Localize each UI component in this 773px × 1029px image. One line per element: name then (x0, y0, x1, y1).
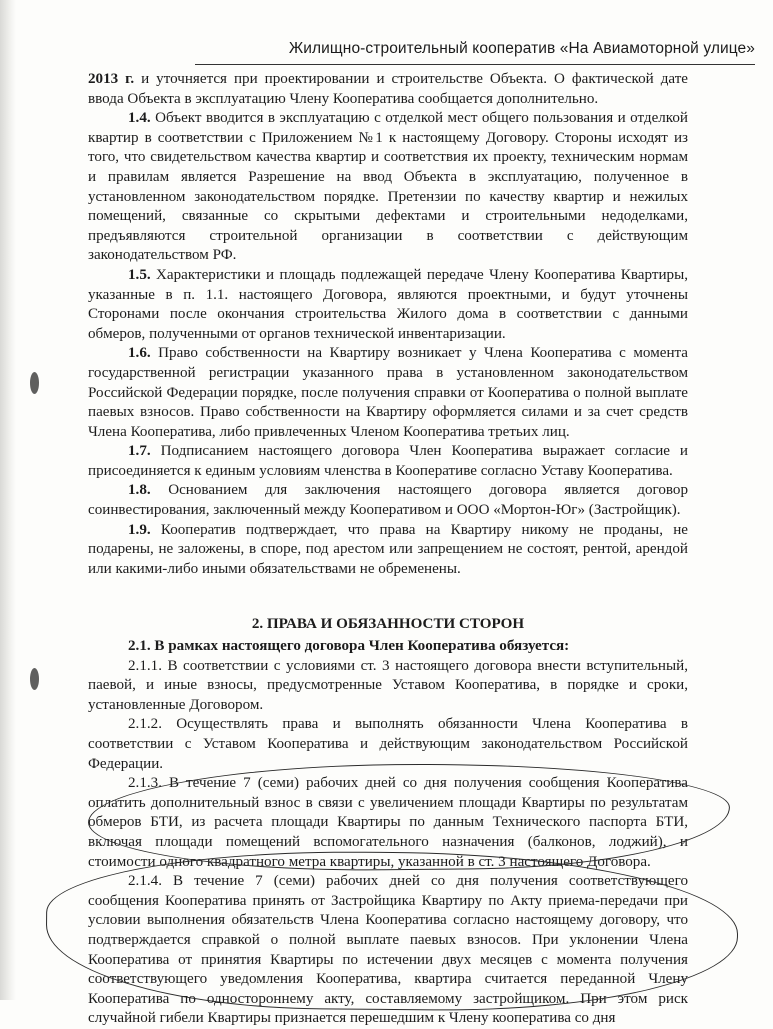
running-header: Жилищно-строительный кооператив «На Авиамоторной улице» (195, 40, 755, 65)
page-edge-shadow (0, 0, 16, 1000)
section-2-heading: 2. ПРАВА И ОБЯЗАННОСТИ СТОРОН (251, 616, 525, 633)
clause-2-1-1: 2.1.1. В соответствии с условиями ст. 3 настоящего договора внести вступительный, паевой, и иные взносы, предусмотренные Уставом Кооператива, в порядке и сроки, установленные Договором. (88, 657, 688, 713)
clause-number: 1.4. (128, 110, 151, 127)
clause-number: 1.7. (128, 443, 151, 460)
clause-1-7: 1.7. Подписанием настоящего договора Член Кооператива выражает согласие и присоединяется к единым условиям членства в Кооперативе согласно Уставу Кооператива. (88, 443, 688, 479)
year-bold: 2013 г. (88, 71, 135, 87)
clause-number: 1.5. (128, 266, 151, 283)
clause-2-1-3: 2.1.3. В течение 7 (семи) рабочих дней со дня получения сообщения Кооператива оплатить дополнительный взнос в связи с увеличением площади Квартиры по результатам обмеров БТИ, из расчета площади Квартиры по данным Технического паспорта БТИ, включая площади помещений вспомогательного назначения (балконов, лоджий), и стоимости одного квадратного метра квартиры, указанной в ст. 3 настоящего Договора. (88, 775, 688, 870)
clause-number: 1.6. (128, 345, 151, 362)
clause-1-4: 1.4. Объект вводится в эксплуатацию с отделкой мест общего пользования и отделкой квартир в соответствии с Приложением №1 к настоящему Договору. Стороны исходят из того, что свидетельством качества квартир и соответствия их проекту, техническим нормам и правилам является Разрешение на ввод Объекта в эксплуатацию, полученное в установленном законодательством порядке. Претензии по качеству квартир и нежилых помещений, связанные со скрытыми дефектами и строительными недоделками, предъявляются строительной организации в соответствии с действующим законодательством РФ. (88, 110, 688, 264)
paragraph-continuation: 2013 г. и уточняется при проектировании и строительстве Объекта. О фактической дате ввода Объекта в эксплуатацию Члену Кооператива сообщается дополнительно. (88, 71, 688, 107)
punch-hole-mark (30, 372, 39, 394)
clause-1-5: 1.5. Характеристики и площадь подлежащей передаче Члену Кооператива Квартиры, указанные в п. 1.1. настоящего Договора, являются проектными, и будут уточнены Сторонами после окончания строительства Жилого дома в соответствии с данными обмеров, полученными от органов технической инвентаризации. (88, 266, 688, 342)
clause-2-1-heading: 2.1. В рамках настоящего договора Член Кооператива обязуется: (128, 638, 570, 655)
clause-number: 1.8. (128, 482, 151, 499)
punch-hole-mark (30, 668, 39, 690)
clause-2-1-2: 2.1.2. Осуществлять права и выполнять обязанности Члена Кооператива в соответствии с Уставом Кооператива и действующим законодательством Российской Федерации. (88, 716, 688, 772)
document-body (88, 70, 688, 1029)
clause-number: 1.9. (128, 521, 151, 538)
clause-1-6: 1.6. Право собственности на Квартиру возникает у Члена Кооператива с момента государственной регистрации указанного права в установленном законодательством Российской Федерации порядке, после получения справки от Кооператива о полной выплате паевых взносов. Право собственности на Квартиру оформляется силами и за счет средств Члена Кооператива, либо привлеченных Членом Кооператива третьих лиц. (88, 345, 688, 440)
clause-2-1-4: 2.1.4. В течение 7 (семи) рабочих дней со дня получения соответствующего сообщения Кооператива принять от Застройщика Квартиру по Акту приема-передачи при условии выполнения обязательств Члена Кооператива согласно настоящему договору, что подтверждается справкой о полной выплате паевых взносов. При уклонении Члена Кооператива от принятия Квартиры по истечении двух месяцев с момента получения соответствующего уведомления Кооператива, квартира считается переданной Члену Кооператива по одностороннему акту, составляемому застройщиком. При этом риск случайной гибели Квартиры признается перешедшим к Члену кооператива со дня (88, 873, 688, 1027)
clause-1-8: 1.8. Основанием для заключения настоящего договора является договор соинвестирования, заключенный между Кооперативом и ООО «Мортон-Юг» (Застройщик). (88, 482, 688, 519)
clause-1-9: 1.9. Кооператив подтверждает, что права на Квартиру никому не проданы, не подарены, не заложены, в споре, под арестом или запрещением не состоят, рентой, арендой или какими-либо иными обязательствами не обременены. (88, 521, 688, 577)
